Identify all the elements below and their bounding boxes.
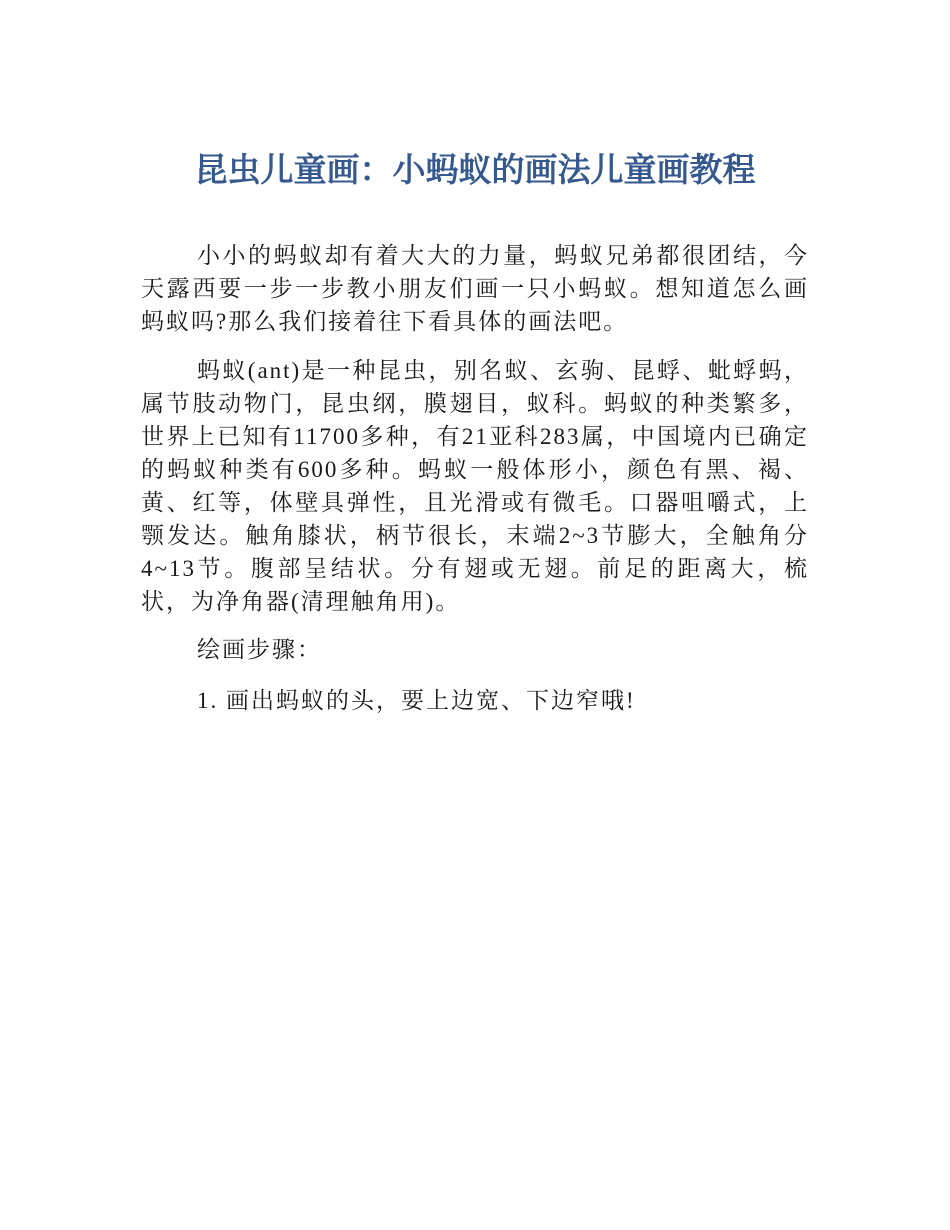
document-title: 昆虫儿童画：小蚂蚁的画法儿童画教程 xyxy=(194,150,756,189)
ant-description-paragraph: 蚂蚁(ant)是一种昆虫，别名蚁、玄驹、昆蜉、蚍蜉蚂，属节肢动物门，昆虫纲，膜翅目，蚁科。蚂蚁的种类繁多，世界上已知有11700多种，有21亚科283属，中国境内已确定的蚂蚁种类有600多种。蚂蚁一般体形小，颜色有黑、褐、黄、红等，体壁具弹性，且光滑或有微毛。口器咀嚼式，上颚发达。触角膝状，柄节很长，末端2~3节膨大，全触角分4~13节。腹部呈结状。分有翅或无翅。前足的距离大，梳状，为净角器(清理触角用)。 xyxy=(141,358,809,614)
steps-heading: 绘画步骤： xyxy=(197,637,322,662)
intro-paragraph: 小小的蚂蚁却有着大大的力量，蚂蚁兄弟都很团结，今天露西要一步一步教小朋友们画一只小蚂蚁。想知道怎么画蚂蚁吗?那么我们接着往下看具体的画法吧。 xyxy=(141,243,809,334)
step-one-paragraph: 1. 画出蚂蚁的头，要上边宽、下边窄哦! xyxy=(197,688,636,713)
